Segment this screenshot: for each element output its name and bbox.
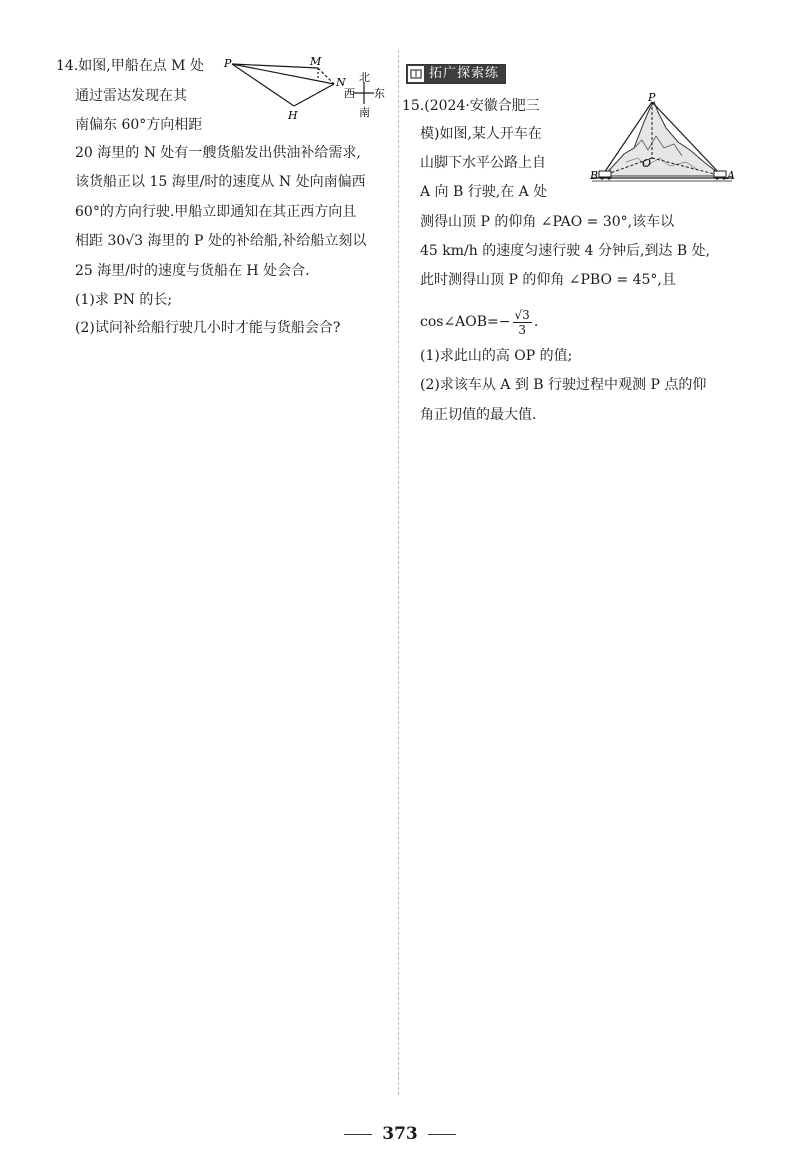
- q15-line-2: 模)如图,某人开车在: [420, 126, 542, 142]
- q14-compass-south: 南: [359, 106, 370, 119]
- q14-line-7: 相距 30√3 海里的 P 处的补给船,补给船立刻以: [75, 233, 367, 249]
- q14-label-h: H: [288, 109, 298, 122]
- q14-line-1: 14.如图,甲船在点 M 处: [56, 58, 204, 74]
- q14-line-5: 该货船正以 15 海里/时的速度从 N 处向南偏西: [75, 174, 366, 190]
- footer-dash-left: [344, 1134, 372, 1135]
- q15-part-2a: (2)求该车从 A 到 B 行驶过程中观测 P 点的仰: [420, 377, 707, 393]
- section-badge: [406, 64, 506, 84]
- q15-line-6: 45 km/h 的速度匀速行驶 4 分钟后,到达 B 处,: [420, 243, 711, 259]
- q14-label-m: M: [310, 55, 322, 68]
- q15-line-5: 测得山顶 P 的仰角 ∠PAO = 30°,该车以: [420, 214, 675, 230]
- q15-cos-line: [420, 307, 538, 337]
- q15-cos-denominator: 3: [518, 322, 526, 337]
- q15-line-4: A 向 B 行驶,在 A 处: [420, 184, 548, 200]
- q14-line-3: 南偏东 60°方向相距: [75, 117, 203, 133]
- q14-figure: [222, 52, 392, 124]
- q15-label-o: O: [642, 157, 652, 170]
- book-icon: [408, 66, 424, 82]
- page-footer: [0, 1124, 800, 1144]
- q14-line-8: 25 海里/时的速度与货船在 H 处会合.: [75, 263, 310, 279]
- q15-line-7: 此时测得山顶 P 的仰角 ∠PBO = 45°,且: [420, 272, 676, 288]
- q14-compass-north: 北: [359, 71, 370, 84]
- q15-cos-prefix: cos∠AOB=−: [420, 314, 511, 330]
- page-number: 373: [382, 1124, 418, 1144]
- q14-part-1: (1)求 PN 的长;: [75, 292, 173, 308]
- q14-compass-west: 西: [344, 87, 355, 100]
- q15-label-a: A: [727, 169, 735, 182]
- q15-label-p: P: [648, 92, 656, 104]
- section-badge-label: 拓广探索练: [429, 66, 500, 81]
- q14-line-4: 20 海里的 N 处有一艘货船发出供油补给需求,: [75, 145, 361, 161]
- footer-dash-right: [428, 1134, 456, 1135]
- q15-figure: [586, 92, 738, 188]
- q15-part-2b: 角正切值的最大值.: [420, 407, 537, 423]
- q14-compass-east: 东: [374, 87, 385, 100]
- q14-part-2: (2)试问补给船行驶几小时才能与货船会合?: [75, 320, 341, 336]
- q15-cos-numerator: √3: [514, 307, 530, 322]
- q14-label-n: N: [336, 76, 346, 89]
- q14-line-6: 60°的方向行驶.甲船立即通知在其正西方向且: [75, 204, 357, 220]
- q15-line-1: 15.(2024·安徽合肥三: [402, 98, 540, 114]
- q15-cos-fraction: [513, 308, 532, 337]
- q15-line-3: 山脚下水平公路上自: [420, 155, 546, 171]
- q15-part-1: (1)求此山的高 OP 的值;: [420, 348, 573, 364]
- q14-label-p: P: [224, 57, 232, 70]
- q15-cos-suffix: .: [533, 314, 539, 330]
- q14-line-2: 通过雷达发现在其: [75, 88, 187, 104]
- q15-label-b: B: [590, 169, 599, 182]
- column-divider: [398, 50, 399, 1095]
